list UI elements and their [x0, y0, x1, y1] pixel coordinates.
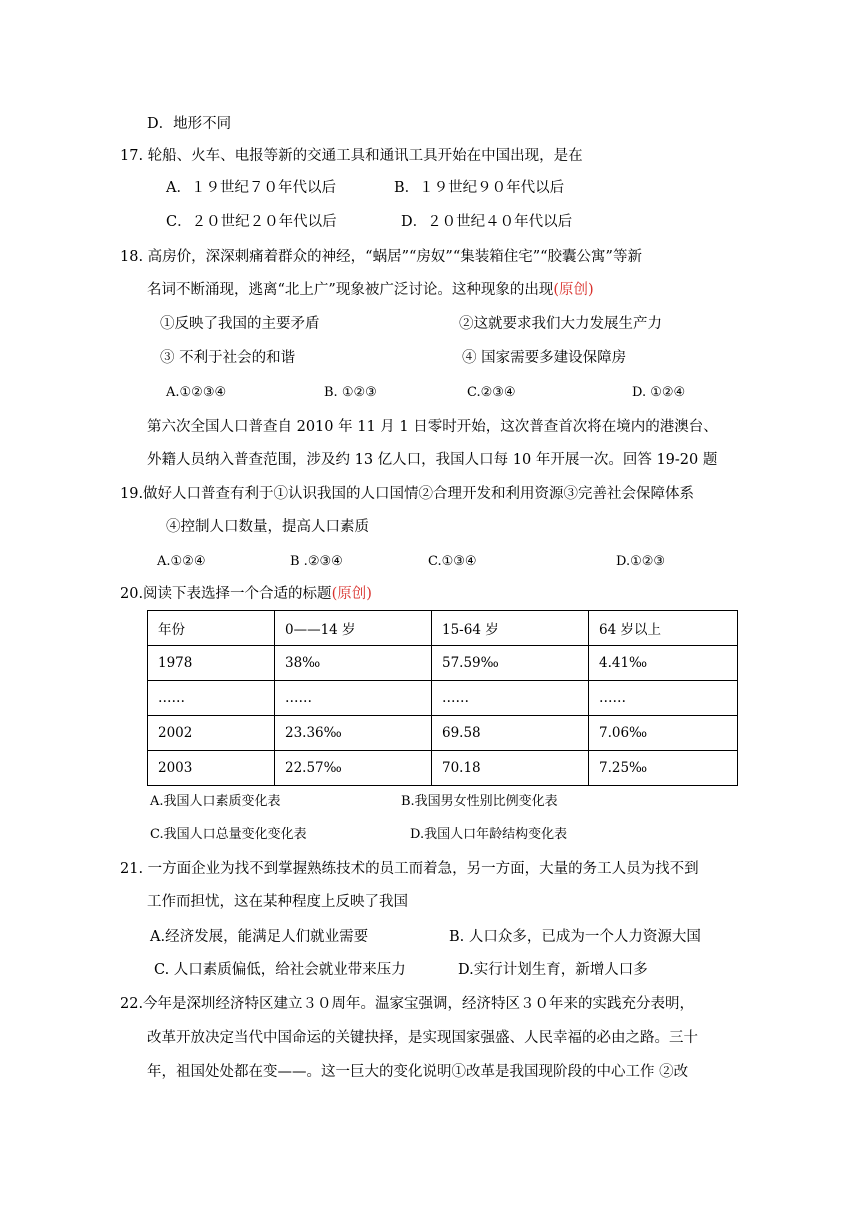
q22-line3: 年，祖国处处都在变——。这一巨大的变化说明①改革是我国现阶段的中心工作 ②改	[147, 1064, 689, 1080]
table-header-cell: 年份	[148, 611, 275, 646]
q18-item-2: ②这就要求我们大力发展生产力	[459, 316, 662, 332]
table-header-cell: 64 岁以上	[589, 611, 738, 646]
table-header-row	[148, 611, 738, 646]
table-row	[148, 751, 738, 786]
q18-stem-text: 名词不断涌现，逃离“北上广”现象被广泛讨论。这种现象的出现	[147, 282, 554, 298]
q20-original-tag: (原创)	[331, 586, 372, 602]
q17-option-d: D．２０世纪４０年代以后	[401, 214, 573, 230]
q18-option-a: A.①②③④	[166, 385, 227, 400]
q19-option-b: B .②③④	[290, 554, 343, 569]
table-cell: 1978	[148, 646, 275, 681]
table-cell: 23.36‰	[275, 716, 432, 751]
intro-line2: 外籍人员纳入普查范围，涉及约 13 亿人口，我国人口每 10 年开展一次。回答 19-20 题	[147, 452, 718, 468]
table-cell: ……	[432, 681, 589, 716]
q17-option-c: C．２０世纪２０年代以后	[166, 214, 337, 230]
table-cell: 22.57‰	[275, 751, 432, 786]
q18-stem-line1: 18. 高房价，深深刺痛着群众的神经，“蜗居”“房奴”“集装箱住宅”“胶囊公寓”等新	[120, 249, 642, 265]
q21-option-d: D.实行计划生育，新增人口多	[458, 962, 648, 978]
q22-line2: 改革开放决定当代中国命运的关键抉择，是实现国家强盛、人民幸福的必由之路。三十	[147, 1030, 698, 1046]
q21-option-b: B. 人口众多，已成为一个人力资源大国	[449, 929, 701, 945]
table-row	[148, 646, 738, 681]
table-header-cell: 0——14 岁	[275, 611, 432, 646]
table-cell: ……	[589, 681, 738, 716]
table-cell: 2003	[148, 751, 275, 786]
q20-stem	[120, 584, 372, 604]
table-cell: 57.59‰	[432, 646, 589, 681]
table-cell: 70.18	[432, 751, 589, 786]
q19-stem-line2: ④控制人口数量，提高人口素质	[166, 519, 369, 535]
q21-stem-line1: 21. 一方面企业为找不到掌握熟练技术的员工而着急，另一方面，大量的务工人员为找不到	[120, 861, 699, 877]
q18-item-4: ④ 国家需要多建设保障房	[462, 350, 627, 366]
q20-option-c: C.我国人口总量变化变化表	[150, 827, 307, 842]
q20-option-a: A.我国人口素质变化表	[150, 794, 281, 809]
q20-option-b: B.我国男女性别比例变化表	[401, 794, 558, 809]
q17-stem: 17. 轮船、火车、电报等新的交通工具和通讯工具开始在中国出现，是在	[120, 148, 583, 164]
table-row	[148, 716, 738, 751]
q20-stem-text: 20.阅读下表选择一个合适的标题	[120, 586, 332, 602]
q18-stem-line2	[147, 280, 594, 300]
table-header-cell: 15-64 岁	[432, 611, 589, 646]
q19-option-c: C.①③④	[428, 554, 477, 569]
table-cell: ……	[148, 681, 275, 716]
table-cell: 7.06‰	[589, 716, 738, 751]
q19-option-d: D.①②③	[616, 554, 666, 569]
q19-option-a: A.①②④	[157, 554, 206, 569]
q20-option-d: D.我国人口年龄结构变化表	[410, 827, 568, 842]
q18-option-b: B. ①②③	[324, 385, 377, 400]
q21-option-a: A.经济发展，能满足人们就业需要	[150, 929, 369, 945]
q21-stem-line2: 工作而担忧，这在某种程度上反映了我国	[147, 894, 408, 910]
q17-option-a: A．１９世纪７０年代以后	[166, 180, 336, 196]
q21-option-c: C. 人口素质偏低，给社会就业带来压力	[154, 962, 406, 978]
table-cell: ……	[275, 681, 432, 716]
q17-option-b: B．１９世纪９０年代以后	[394, 180, 565, 196]
age-structure-table	[147, 610, 738, 786]
q18-option-c: C.②③④	[467, 385, 516, 400]
q18-option-d: D. ①②④	[632, 385, 686, 400]
table-cell: 4.41‰	[589, 646, 738, 681]
q18-item-3: ③ 不利于社会的和谐	[160, 350, 296, 366]
table-cell: 2002	[148, 716, 275, 751]
table-cell: 69.58	[432, 716, 589, 751]
q19-stem-line1: 19.做好人口普查有利于①认识我国的人口国情②合理开发和利用资源③完善社会保障体系	[120, 486, 695, 502]
table-cell: 38‰	[275, 646, 432, 681]
q18-item-1: ①反映了我国的主要矛盾	[160, 316, 320, 332]
q18-original-tag: (原创)	[553, 282, 594, 298]
q16-option-d: D．地形不同	[147, 116, 232, 132]
table-cell: 7.25‰	[589, 751, 738, 786]
intro-line1: 第六次全国人口普查自 2010 年 11 月 1 日零时开始，这次普查首次将在境内的港澳台、	[147, 419, 718, 435]
table-row	[148, 681, 738, 716]
q22-line1: 22.今年是深圳经济特区建立３０周年。温家宝强调，经济特区３０年来的实践充分表明，	[120, 996, 695, 1012]
